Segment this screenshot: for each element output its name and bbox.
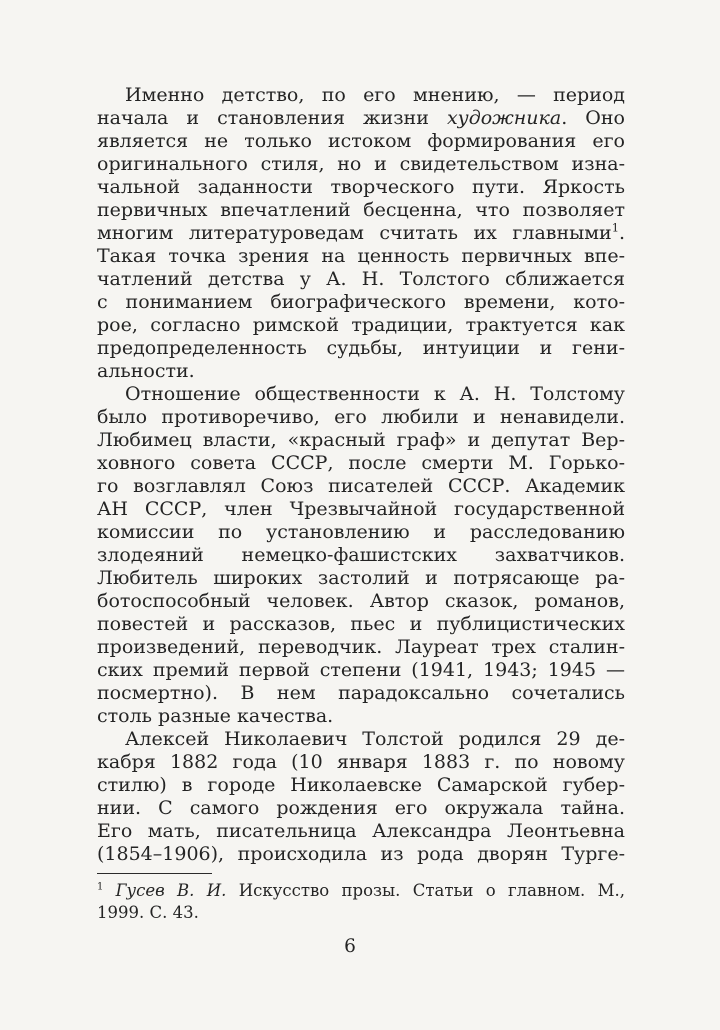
text-segment: нии. С самого рождения его окружала тайна. xyxy=(97,797,625,819)
text-segment: Именно детство, по его мнению, — период xyxy=(125,84,625,106)
text-line xyxy=(97,880,625,902)
text-segment: ховного совета СССР, после смерти М. Горько- xyxy=(97,452,625,474)
text-segment xyxy=(103,881,115,900)
text-segment: альности. xyxy=(97,360,195,382)
footnote-ref-superscript: 1 xyxy=(611,222,619,235)
text-segment: первичных впечатлений бесценна, что позволяет xyxy=(97,199,625,221)
text-line xyxy=(97,636,625,659)
text-line xyxy=(97,728,625,751)
text-line xyxy=(97,820,625,843)
text-line xyxy=(97,682,625,705)
text-segment: столь разные качества. xyxy=(97,705,334,727)
footnote-lines xyxy=(97,880,625,924)
text-line xyxy=(97,383,625,406)
text-line xyxy=(97,199,625,222)
text-line xyxy=(97,130,625,153)
text-segment: Любимец власти, «красный граф» и депутат Вер- xyxy=(97,429,625,451)
text-line xyxy=(97,406,625,429)
text-segment: ских премий первой степени (1941, 1943; 1945 — xyxy=(97,659,625,681)
text-segment: чальной заданности творческого пути. Яркость xyxy=(97,176,625,198)
text-line xyxy=(97,521,625,544)
text-block xyxy=(97,84,625,958)
text-line xyxy=(97,751,625,774)
text-segment: с пониманием биографического времени, кото- xyxy=(97,291,625,313)
text-segment: . xyxy=(618,222,625,244)
text-line xyxy=(97,222,625,245)
text-line xyxy=(97,429,625,452)
paragraph-2 xyxy=(97,383,625,728)
paragraph-1 xyxy=(97,84,625,383)
text-segment: рое, согласно римской традиции, трактуется как xyxy=(97,314,625,336)
text-line xyxy=(97,84,625,107)
text-line xyxy=(97,843,625,866)
text-segment: злодеяний немецко-фашистских захватчиков. xyxy=(97,544,625,566)
text-line xyxy=(97,774,625,797)
text-segment: является не только истоком формирования его xyxy=(97,130,625,152)
text-line xyxy=(97,314,625,337)
page-number: 6 xyxy=(344,936,356,957)
text-segment: ботоспособный человек. Автор сказок, романов, xyxy=(97,590,625,612)
text-line xyxy=(97,268,625,291)
text-line xyxy=(97,337,625,360)
text-line xyxy=(97,153,625,176)
text-segment: кабря 1882 года (10 января 1883 г. по новому xyxy=(97,751,625,773)
text-segment: Отношение общественности к А. Н. Толстому xyxy=(125,383,625,405)
footnote-ref-superscript: 1 xyxy=(97,881,104,893)
text-line xyxy=(97,107,625,130)
text-segment: Его мать, писательница Александра Леонтьевна xyxy=(97,820,625,842)
text-segment: Любитель широких застолий и потрясающе ра- xyxy=(97,567,625,589)
text-segment: стилю) в городе Николаевске Самарской губер- xyxy=(97,774,625,796)
text-segment: (1854–1906), происходила из рода дворян Турге- xyxy=(97,843,625,865)
text-line xyxy=(97,567,625,590)
text-line xyxy=(97,705,625,728)
text-segment: комиссии по установлению и расследованию xyxy=(97,521,625,543)
text-line xyxy=(97,176,625,199)
text-segment: было противоречиво, его любили и ненавидели. xyxy=(97,406,625,428)
italic-text-segment: Гусев В. И. xyxy=(115,881,227,900)
footnote-separator-rule xyxy=(97,873,212,874)
text-line xyxy=(97,475,625,498)
italic-text-segment: художника xyxy=(446,107,562,129)
paragraph-3 xyxy=(97,728,625,866)
text-segment: АН СССР, член Чрезвычайной государственной xyxy=(97,498,625,520)
text-line xyxy=(97,245,625,268)
text-segment: . Оно xyxy=(561,107,625,129)
text-segment: 1999. С. 43. xyxy=(97,903,199,922)
text-segment: Алексей Николаевич Толстой родился 29 де- xyxy=(125,728,625,750)
text-segment: предопределенность судьбы, интуиции и гени- xyxy=(97,337,625,359)
text-segment: повестей и рассказов, пьес и публицистических xyxy=(97,613,625,635)
text-line xyxy=(97,544,625,567)
text-line xyxy=(97,498,625,521)
body-paragraphs xyxy=(97,84,625,866)
text-line xyxy=(97,291,625,314)
text-segment: многим литературоведам считать их главными xyxy=(97,222,612,244)
text-line xyxy=(97,902,625,924)
text-segment: го возглавлял Союз писателей СССР. Академик xyxy=(97,475,625,497)
footnote xyxy=(97,873,625,924)
text-segment: начала и становления жизни xyxy=(97,107,447,129)
text-line xyxy=(97,452,625,475)
text-line xyxy=(97,590,625,613)
text-line xyxy=(97,360,625,383)
text-line xyxy=(97,613,625,636)
text-segment: оригинального стиля, но и свидетельством изна- xyxy=(97,153,625,175)
text-segment: чатлений детства у А. Н. Толстого сближается xyxy=(97,268,625,290)
text-line xyxy=(97,659,625,682)
text-line xyxy=(97,797,625,820)
text-segment: Искусство прозы. Статьи о главном. М., xyxy=(226,881,625,900)
text-segment: произведений, переводчик. Лауреат трех сталин- xyxy=(97,636,625,658)
text-segment: посмертно). В нем парадоксально сочетались xyxy=(97,682,625,704)
text-segment: Такая точка зрения на ценность первичных впе- xyxy=(97,245,625,267)
